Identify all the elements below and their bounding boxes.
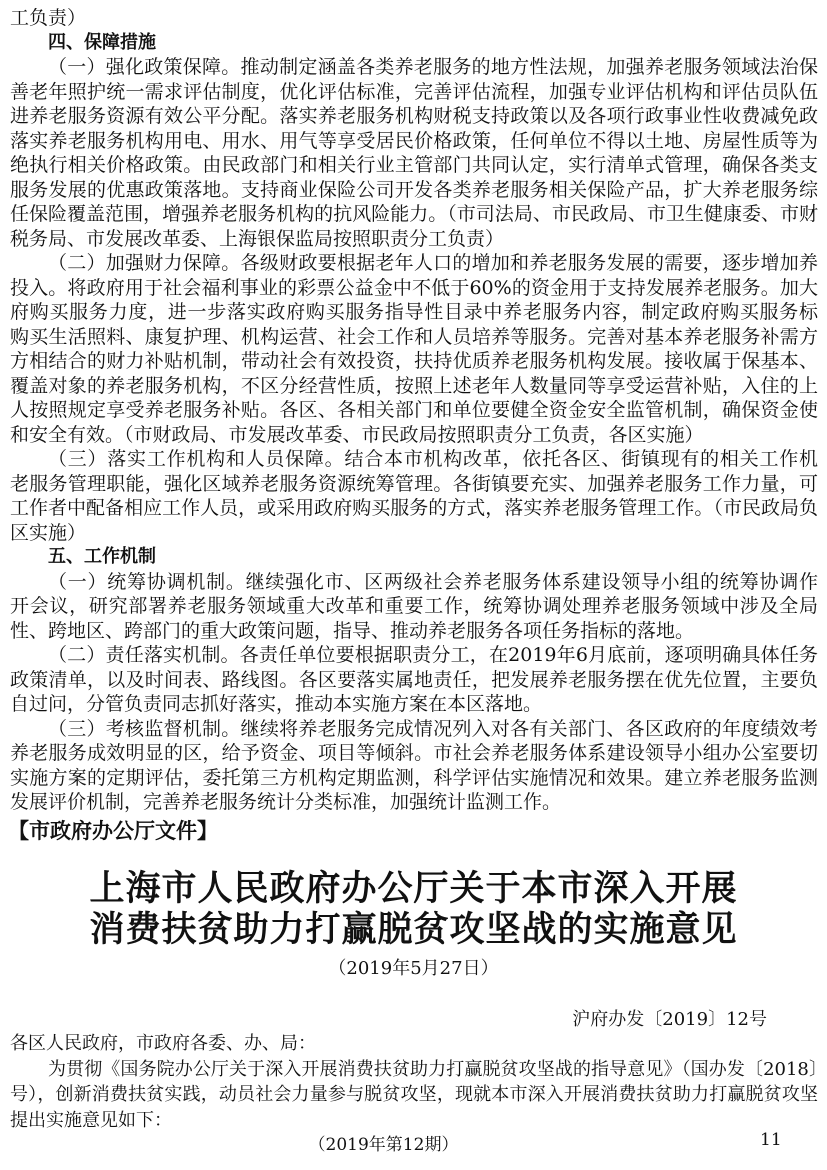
- text-line: 各区人民政府，市政府各委、办、局：: [10, 1033, 316, 1054]
- document-body: [10, 6, 818, 815]
- text-line: （三）落实工作机构和人员保障。结合本市机构改革，依托各区、街镇现有的相关工作机: [48, 448, 818, 470]
- text-line: 号），创新消费扶贫实践，动员社会力量参与脱贫攻坚，现就本市深入开展消费扶贫助力打赢脱贫攻坚: [10, 1084, 818, 1105]
- text-line: 性、跨地区、跨部门的重大政策问题，指导、推动养老服务各项任务指标的落地。: [10, 619, 695, 642]
- document-date: （2019年5月27日）: [328, 958, 499, 979]
- text-line: 人按照规定享受养老服务补贴。各区、各相关部门和单位要健全资金安全监管机制，确保资金使: [10, 399, 818, 421]
- text-line: 开会议，研究部署养老服务领域重大改革和重要工作，统筹协调处理养老服务领域中涉及全局: [10, 595, 818, 617]
- text-line: （一）统筹协调机制。继续强化市、区两级社会养老服务体系建设领导小组的统筹协调作: [48, 570, 818, 593]
- text-line: 落实养老服务机构用电、用水、用气等享受居民价格政策，任何单位不得以土地、房屋性质等为: [10, 129, 818, 152]
- text-line: 区实施）: [10, 521, 87, 544]
- text-line: 实施方案的定期评估，委托第三方机构定期监测，科学评估实施情况和效果。建立养老服务监测: [10, 766, 818, 789]
- text-line: 养老服务成效明显的区，给予资金、项目等倾斜。市社会养老服务体系建设领导小组办公室要切: [10, 742, 818, 764]
- text-line: 提出实施意见如下：: [10, 1109, 172, 1131]
- document-intro: [10, 1031, 818, 1133]
- section-heading: 四、保障措施: [48, 31, 156, 53]
- page-number: 11: [760, 1130, 782, 1150]
- text-line: （三）考核监督机制。继续将养老服务完成情况列入对各有关部门、各区政府的年度绩效考: [48, 717, 818, 740]
- text-line: （二）加强财力保障。各级财政要根据老年人口的增加和养老服务发展的需要，逐步增加养: [48, 252, 818, 274]
- section-heading: 五、工作机制: [48, 546, 156, 567]
- text-line: 政策清单，以及时间表、路线图。各区要落实属地责任，把发展养老服务摆在优先位置，主要负: [10, 668, 818, 691]
- text-line: 为贯彻《国务院办公厅关于深入开展消费扶贫助力打赢脱贫攻坚战的指导意见》（国办发〔2018〕: [48, 1058, 818, 1080]
- title-line-1: 上海市人民政府办公厅关于本市深入开展: [89, 868, 738, 909]
- text-line: 善老年照护统一需求评估制度，优化评估标准，完善评估流程，加强专业评估机构和评估员队伍: [10, 80, 818, 103]
- text-line: 府购买服务力度，进一步落实政府购买服务指导性目录中养老服务内容，制定政府购买服务标: [10, 301, 818, 323]
- document-number: 沪府办发〔2019〕12号: [572, 1009, 767, 1030]
- text-line: 绝执行相关价格政策。由民政部门和相关行业主管部门共同认定，实行清单式管理，确保各类支: [10, 154, 818, 176]
- text-line: 进养老服务资源有效公平分配。落实养老服务机构财税支持政策以及各项行政事业性收费减免政: [10, 105, 818, 127]
- text-line: 老服务管理职能，强化区域养老服务资源统筹管理。各街镇要充实、加强养老服务工作力量，可: [10, 472, 818, 495]
- document-title: [0, 868, 827, 950]
- text-line: 自过问，分管负责同志抓好落实，推动本实施方案在本区落地。: [10, 693, 543, 715]
- title-line-2: 消费扶贫助力打赢脱贫攻坚战的实施意见: [89, 909, 738, 950]
- text-line: 工负责）: [10, 7, 87, 29]
- text-line: 购买生活照料、康复护理、机构运营、社会工作和人员培养等服务。完善对基本养老服务补需方: [10, 325, 818, 348]
- text-line: 投入。将政府用于社会福利事业的彩票公益金中不低于60%的资金用于支持发展养老服务。加大: [10, 276, 818, 299]
- footer-issue: （2019年第12期）: [308, 1135, 459, 1155]
- section-tag: 【市政府办公厅文件】: [8, 819, 218, 843]
- text-line: 工作者中配备相应工作人员，或采用政府购买服务的方式，落实养老服务管理工作。（市民政局负: [10, 497, 818, 519]
- text-line: 任保险覆盖范围，增强养老服务机构的抗风险能力。（市司法局、市民政局、市卫生健康委、市财: [10, 203, 818, 225]
- text-line: （一）强化政策保障。推动制定涵盖各类养老服务的地方性法规，加强养老服务领域法治保: [48, 56, 818, 78]
- text-line: 税务局、市发展改革委、上海银保监局按照职责分工负责）: [10, 227, 505, 250]
- text-line: 和安全有效。（市财政局、市发展改革委、市民政局按照职责分工负责，各区实施）: [10, 423, 704, 446]
- text-line: 服务发展的优惠政策落地。支持商业保险公司开发各类养老服务相关保险产品，扩大养老服务综: [10, 178, 818, 201]
- text-line: 覆盖对象的养老服务机构，不区分经营性质，按照上述老年人数量同等享受运营补贴，入住的上: [10, 374, 818, 397]
- text-line: （二）责任落实机制。各责任单位要根据职责分工，在2019年6月底前，逐项明确具体任务: [48, 644, 818, 666]
- text-line: 发展评价机制，完善养老服务统计分类标准，加强统计监测工作。: [10, 791, 562, 813]
- text-line: 方相结合的财力补贴机制，带动社会有效投资，扶持优质养老服务机构发展。接收属于保基本、: [10, 350, 818, 372]
